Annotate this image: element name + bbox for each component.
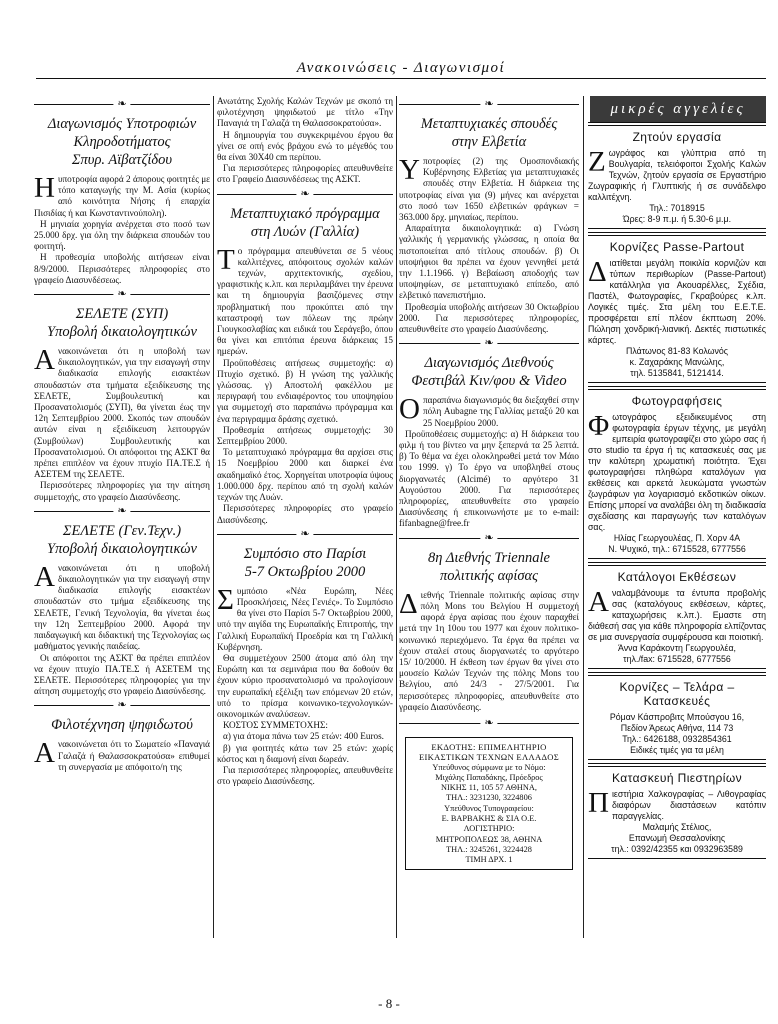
ornament-icon: ❧ [480,717,497,730]
section-title: Ανακοινώσεις - Διαγωνισμοί [296,60,506,76]
ornament-rule [399,717,579,731]
drop-cap: Α [34,737,55,770]
paragraph-text: Περισσότερες πληροφορίες για την αίτηση συμμετοχής, στο γραφείο Διασύνδεσης. [34,480,210,502]
drop-cap: Α [34,560,55,593]
classified-ad [588,763,766,859]
heading-line: Φιλοτέχνηση ψηφιδωτού [51,717,193,734]
ornament-rule [34,98,210,112]
drop-cap: Δ [399,587,418,620]
ornament-rule [34,699,210,713]
header-rule [36,78,766,79]
paragraph-text: Θα συμμετέχουν 2500 άτομα από όλη την Ευρώπη και τα σεμινάρια που θα δοθούν θα έχουν κύριο προσανατολισμό να προλογίσουν την ευρωπαϊκή εξέλιξη των επόμενων 20 ετών, υπό το πρίσμα κοινωνικο-τεχνολογικών-οικονομικών αναλύσεων. [217,652,393,719]
paragraph-text: Το μεταπτυχιακό πρόγραμμα θα αρχίσει στις 15 Νοεμβρίου 2000 και διαρκεί ένα ακαδημαϊκό έτος. Χορηγείται υποτροφία ύψους 1.000.000 δρχ. περίπου από τη σχολή καλών τεχνών της Λυών. [217,447,393,503]
paragraph-text: Προϋποθέσεις αιτήσεως συμμετοχής: α) Πτυχίο σχετικό. β) Η γνώση της γαλλικής γλώσσας. γ) Αποστολή φακέλλου με περιγραφή του ενδιαφέροντος του υποψηφίου για συμμετοχή στο παραπάνω πρόγραμμα και ένα περιγραμμα δράσης σχετικό. [217,357,393,424]
paragraph [217,765,393,787]
column-classifieds [588,96,766,938]
column-divider [213,96,214,938]
article [34,699,210,773]
paragraph-text: Ανωτάτης Σχολής Καλών Τεχνών με σκοπό τη φιλοτέχνηση ψηφιδωτού με τίτλο «Την Παναγιά τη Γαλαζά τη Θαλασσοκρατούσα». [217,96,393,129]
ornament-icon: ❧ [113,699,130,712]
classified-text-body: ωτογράφος εξειδικευμένος στη φωτογραφία έργων τέχνης, με μεγάλη εμπειρία φωτογραφίζει στο χώρο σας ή στο studio τα έργα ή τις κατασκευές σας με την καλύτερη χρωματική ποιότητα. Έχει φωτογραφήσει πληθώρα καταλόγων για εκθέσεις και αρκετά λευκώματα γνωστών ζωγράφων για λογαριασμό εκδοτικών οίκων. Επίσης μπορεί να αναλάβει όλη τη διαδικασία σχεδίασης και παραγωγής των καταλόγων σας. [588,412,766,532]
classified-contact-line: Άννα Καράκοντη Γεωργουλέα, [618,643,736,653]
classified-contact-line: τηλ.: 0392/42355 και 0932963589 [611,844,743,854]
classified-contact-line: Ώρες: 8-9 π.μ. ή 5.30-6 μ.μ. [622,214,732,224]
imprint-line: Ε. ΒΑΡΒΑΚΗΣ & ΣΙΑ Ο.Ε. [441,814,537,823]
classified-body [588,412,766,555]
classifieds-list [588,122,766,859]
paragraph-text: ο πρόγραμμα απευθύνεται σε 5 νέους καλλιτέχνες, απόφοιτους σχολών καλών τεχνών, αρχιτεκτονικής, σχεδίου, γραφιστικής κ.λπ. και περιλαμβάνει την έρευνα και τη δημιουργία βασιζόμενες στην προβληματική που προκύπτει από την καταστροφή των πόλεων της πρώην Γιουγκοσλαβίας και ειδικά του Σεράγεβο, όπου θα γίνει και επιτόπια έρευνα διάρκειας 15 ημερών. [217,245,393,357]
classified-body [588,258,766,379]
paragraph [217,583,393,653]
article-heading [34,716,210,734]
heading-line: Διαγωνισμός Διεθνούς [424,355,554,372]
paragraph-text: Προθεσμία αιτήσεως συμμετοχής: 30 Σεπτεμβρίου 2000. [217,424,393,447]
ornament-rule [217,188,393,202]
page-number: - 8 - [378,996,400,1011]
heading-line: 5-7 Οκτωβρίου 2000 [244,563,366,580]
imprint-line: ΤΗΛ.: 3245261, 3224428 [446,844,532,854]
classified-body [588,148,766,225]
paragraph [217,731,393,742]
paragraph-text: υμπόσιο «Νέα Ευρώπη, Νέες Προσκλήσεις, Νέες Γενιές». Το Συμπόσιο θα γίνει στο Παρίσι 5-7 Οκτωβρίου 2000, υπό την αιγίδα της Ευρωπαϊκής Επιτροπής, την Γαλλική Ευρωπαϊκή Προεδρία και τη Γαλλική Κυβέρνηση. [217,585,393,652]
classified-contact-line: τηλ. 5135841, 5121414. [630,368,724,378]
article-heading [399,115,579,151]
paragraph [217,653,393,720]
imprint-line: ΤΗΛ.: 3231230, 3224806 [446,793,532,803]
ornament-rule [399,532,579,546]
paragraph [217,96,393,130]
paragraph [217,243,393,358]
article-body [34,346,210,503]
drop-cap: Π [588,787,609,819]
ornament-icon: ❧ [480,337,497,350]
paragraph [34,252,210,286]
classified-contact-line: Πεδίον Άρεως Αθήνα, 114 73 [620,723,734,733]
drop-cap: Δ [588,256,607,288]
ornament-rule [217,528,393,542]
classified-text [588,258,766,346]
classified-body [588,712,766,756]
classified-contact-line: Μαλαμής Στέλιος, [642,822,712,832]
paragraph [399,587,579,713]
paragraph-text: νακοινώνεται ότι η υποβολή των δικαιολογητικών, για την εισαγωγή στην διαδικασία επιλογής εισακτέων σπουδαστών στα τμήματα εξειδίκευσης της ΣΕΛΕΤΕ, Συμβουλευτική και Προσανατολισμός (ΣΥΠ), θα γίνεται έως την 12η Σεπτεμβρίου 2000. Σκοπός των σπουδών αυτών είναι η εξειδίκευση λειτουργών (Συμβούλων) Συμβουλευτικής και Προσανατολισμού. Οι απόφοιτοι της ΑΣΚΤ θα πρέπει επιπλέον να έχουν πτυχίο ΠΑ.ΤΕ.Σ ή ΑΣΕΤΕΜ της ΣΕΛΕΤΕ. [34,346,210,480]
paragraph-text: ιεθνής Triennale πολιτικής αφίσας στην πόλη Mons του Βελγίου Η συμμετοχή αφορά έργα αφίσας που έχουν παραχθεί μετά την 1η 10ου του 1977 και έχουν πολιτικο-κοινωνικό περιεχόμενο. Τα έργα θα πρέπει να έχουν σταλεί στους διοργανωτές το αργότερο 15/ 10/2000. Η έκθεση των έργων θα γίνει στο μουσείο Καλών Τεχνών της πόλης Mons του Βελγίου, από 24/3 - 27/5/2001. Για περισσότερες πληροφορίες, απευθυνθείτε στο γραφείο Διασύνδεσης. [399,589,579,712]
ornament-icon: ❧ [480,98,497,111]
classified-text [588,412,766,533]
paragraph [399,302,579,336]
classified-contact-line: Πλάτωνος 81-83 Κολωνός [626,346,728,356]
heading-line: ΣΕΛΕΤΕ (ΣΥΠ) [75,306,169,323]
ornament-icon: ❧ [480,532,497,545]
heading-line: Μεταπτυχιακές σπουδές [420,116,558,132]
paragraph [34,174,210,219]
classified-contact-line: κ. Ζαχαράκης Μανώλης, [629,357,725,367]
paragraph-text: Περισσότερες πληροφορίες στο γραφείο Διασύνδεσης. [217,503,393,525]
column-divider [583,96,584,938]
classified-contact-line: Ν. Ψυχικό, τηλ.: 6715528, 6777556 [608,544,746,554]
paragraph [399,395,579,429]
heading-line: Κληροδοτήματος [73,134,171,150]
classified-ad [588,232,766,383]
paragraph-text: Για περισσότερες πληροφορίες απευθυνθείτε στο Γραφείο Διασυνδέσεως της ΑΣΚΤ. [217,163,393,185]
classified-contact-line: Επανωμή Θεσσαλονίκης [628,833,726,843]
paragraph-text: Προθεσμία υποβολής αιτήσεων 30 Οκτωβρίου 2000. Για περισσότερες πληροφορίες, απευθυνθείτε στο γραφείο Διασύνδεσης. [399,301,579,335]
paragraph-text: ποτροφίες (2) της Ομοσπονδιακής Κυβέρνησης Ελβετίας για μεταπτυχιακές σπουδές στην Ελβετία. Η διάρκεια της υποτροφίας είναι για (9) μήνες και ανέρχεται στο ποσό των 1650 ελβετικών φράγκων = 363.000 δρχ. μηνιαίως, περίπου. [399,156,579,223]
heading-line: Διαγωνισμός Υποτροφιών [47,116,197,132]
classified-contact-line: Ηλίας Γεωργουλέας, Π. Χορν 4Α [613,533,741,543]
classified-contact-line: Ειδικές τιμές για τα μέλη [630,745,724,755]
ornament-rule [399,337,579,351]
ornament-rule [399,98,579,112]
article-body [34,174,210,286]
article [34,288,210,503]
column-divider [396,96,397,938]
article-body [34,739,210,773]
imprint-line: ΝΙΚΗΣ 11, 105 57 ΑΘΗΝΑ, [441,783,537,793]
column-1 [34,96,210,938]
paragraph-text: ΚΟΣΤΟΣ ΣΥΜΜΕΤΟΧΗΣ: [223,720,328,731]
article-heading [217,205,393,241]
ornament-icon: ❧ [296,528,313,541]
classified-text [588,588,766,643]
heading-line: Συμπόσιο στο Παρίσι [243,545,367,562]
imprint-line: ΕΙΚΑΣΤΙΚΩΝ ΤΕΧΝΩΝ ΕΛΛΑΔΟΣ [418,752,560,763]
article-heading [399,354,579,390]
article-body [399,156,579,335]
paragraph-text: Απαραίτητα δικαιολογητικά: α) Γνώση γαλλικής ή γερμανικής γλώσσας, η οποία θα πιστοποιείται από τίτλους σπουδών. β) Οι υποψήφιοι θα πρέπει να έχουν γεννηθεί μετά την 1.1.1966. γ) Βεβαίωση αποδοχής των υποψηφίων, σε μεταπτυχιακό επίπεδο, από ελβετικό πανεπιστήμιο. [399,223,579,301]
paragraph [217,503,393,525]
paragraph-text: Η μηνιαία χορηγία ανέρχεται στο ποσό των 25.000 δρχ. για όλη την διάρκεια σπουδών του φοιτητή. [34,218,210,252]
article-body [217,96,393,186]
paragraph [399,223,579,301]
paragraph [217,130,393,164]
heading-line: στη Λυών (Γαλλία) [250,223,360,240]
classified-text-body: ναλαμβάνουμε τα έντυπα προβολής σας (καταλόγους εκθέσεων, κάρτες, καταχωρήσεις κ.λπ.). Εμαστε στη διάθεσή σας για κάθε πληροφορία ελπίζοντας σε μια συνεργασία συμφέρουσα και ποιοτική. [588,588,766,642]
classified-heading: Ζητούν εργασία [632,130,722,144]
heading-line: Φεστιβάλ Κιν/φου & Video [411,373,567,390]
classified-text [588,789,766,822]
article-heading [34,305,210,341]
article-body [399,587,579,713]
paragraph-text: νακοινώνεται ότι η υποβολή δικαιολογητικών για την εισαγωγή στην διαδικασία επιλογής εισακτέων σπουδαστών στο τμήμα εξειδίκευσης της ΣΕΛΕΤΕ, Γενική Τεχνολογία, θα γίνεται έως την 12η Σεπτεμβρίου 2000. Αφορά την παιδαγωγική και διδακτική της Τεχνολογίας ως μαθήματος γενικής παιδείας. [34,562,210,652]
article [217,188,393,526]
column-2 [217,96,393,938]
paragraph [34,480,210,502]
heading-line: Υποβολή δικαιολογητικών [47,540,197,557]
classifieds-title: μικρές αγγελίες [590,96,766,122]
article [399,337,579,529]
paragraph-text: Η προθεσμία υποβολής αιτήσεων είναι 8/9/2000. Περισσότερες πληροφορίες στο γραφείο Διασυνδέσεως. [34,252,210,285]
imprint-line: Υπεύθυνος σύμφωνα με το Νόμο: [432,762,546,772]
paragraph [399,156,579,223]
imprint-line: ΜΗΤΡΟΠΟΛΕΩΣ 38, ΑΘΗΝΑ [435,834,543,844]
imprint-line: ΕΚΔΟΤΗΣ: ΕΠΙΜΕΛΗΤΗΡΙΟ [431,741,547,752]
paragraph [217,447,393,503]
column-3 [399,96,579,938]
paragraph-text: παραπάνω διαγωνισμός θα διεξαχθεί στην πόλη Aubagne της Γαλλίας μεταξύ 20 και 25 Νοεμβρίου 2000. [422,395,579,428]
article [34,98,210,286]
classified-text-body: ιατίθεται μεγάλη ποικιλία κορνιζών και τύπων περιθωρίων (Passe-Partout) κατάλληλα για Ακουαρέλλες, Σχέδια, Παστέλ, Φωτογραφίες, Γκραβούρες κ.λπ. Λογικές τιμές. Στα μέλη του Ε.Ε.Τ.Ε. προσφέρεται επί πλέον έκπτωση 20%. Πώληση χονδρική-λιανική. Δεκτές πιστωτικές κάρτες. [588,258,766,345]
classified-body [588,789,766,855]
drop-cap: Υ [399,154,420,186]
classified-contact-line: τηλ./fax: 6715528, 6777556 [623,654,731,664]
classified-text-body: ιεστήρια Χαλκογραφίας – Λιθογραφίας διαφόρων διαστάσεων κατόπιν παραγγελίας. [611,789,766,821]
ornament-icon: ❧ [113,98,130,111]
classified-contact-line: Ρόμαν Κάσπροβιτς Μπούσγου 16, [609,712,745,722]
classified-contact-line: Τηλ.: 7018915 [649,203,705,213]
paragraph [34,739,210,773]
drop-cap: Τ [217,243,235,276]
article-body [399,395,579,529]
article [399,98,579,335]
paragraph [217,743,393,765]
paragraph-text: Για περισσότερες πληροφορίες, απευθυνθείτε στο γραφείο Διασύνδεσης. [217,764,393,787]
article-body [217,583,393,788]
paragraph [217,358,393,425]
drop-cap: Α [588,586,609,618]
classified-heading: Κατασκευή Πιεστηρίων [612,771,742,785]
ornament-icon: ❧ [296,188,313,201]
paragraph [217,720,393,731]
classified-ad [588,672,766,760]
classified-ad [588,562,766,669]
article-heading [34,522,210,558]
article [217,528,393,788]
imprint-line: Υπεύθυνος Τυπογραφείου: [444,803,534,813]
article [217,96,393,186]
classified-contact-line: Τηλ.: 6426188, 0932854361 [622,734,732,744]
ornament-icon: ❧ [113,505,130,518]
heading-line: Μεταπτυχιακό πρόγραμμα [230,205,380,222]
article [399,532,579,713]
classified-body [588,588,766,665]
article-body [217,243,393,526]
ornament-rule [34,288,210,302]
imprint-line: Μιχάλης Παπαδάκης, Πρόεδρος [435,772,543,782]
drop-cap: Σ [217,583,234,616]
ornament-rule [34,505,210,519]
classified-ad [588,122,766,229]
paragraph-text: Προϋποθέσεις συμμετοχής: α) Η διάρκεια του φιλμ ή του βίντεο να μην ξεπερνά τα 25 λεπτά. β) Το θέμα να έχει ολοκληρωθεί μετά τον Μάιο του 1999. γ) Το έργο να υποβληθεί στους διοργανωτές (Alcimé) το αργότερο 31 Αυγούστου 2000. Για περισσότερες πληροφορίες, απευθυνθείτε στο γραφείο Διασύνδεσης ή επικοινωνήστε με το e-mail: fifanbagne@free.fr [399,428,579,529]
heading-line: ΣΕΛΕΤΕ (Γεν.Τεχν.) [62,522,182,539]
heading-line: Υποβολή δικαιολογητικών [47,324,197,341]
paragraph-text: Οι απόφοιτοι της ΑΣΚΤ θα πρέπει επιπλέον να έχουν πτυχίο ΠΑ.ΤΕ.Σ ή ΑΣΕΤΕΜ της ΣΕΛΕΤΕ. Περισσότερες πληροφορίες για την αίτηση συμμετοχής στο γραφείο Διασύνδεσης. [34,652,210,697]
drop-cap: Α [34,344,55,377]
imprint-line: ΛΟΓΙΣΤΗΡΙΟ: [463,824,515,834]
classified-text-body: ωγράφος και γλύπτρια από τη Βουλγαρία, τελειόφοιτοι Σχολής Καλών Τεχνών, ζητούν εργασία σε Εργαστήριο Ζωγραφικής ή Γλυπτικής ή σε συνάδελφο καλλιτέχνη. [588,148,766,202]
paragraph-text: Η δημιουργία του συγκεκριμένου έργου θα γίνει σε οπή ενός βράχου ενώ το μέγεθός του θα είναι 30Χ40 cm περίπου. [217,129,393,163]
classified-ad [588,386,766,559]
article [34,505,210,697]
heading-line: στην Ελβετία [451,134,527,150]
paragraph-text: υποτροφία αφορά 2 άπορους φοιτητές με τόπο καταγωγής την Μ. Ασία (κυρίως από κοινότητα Νήσης ή επαρχία Πισιδίας ή και Κωνσταντινούπολη). [34,174,210,218]
paragraph [34,560,210,653]
imprint-line: ΤΙΜΗ ΔΡΧ. 1 [465,855,513,865]
classified-heading: Κατάλογοι Εκθέσεων [617,570,737,584]
article-heading [34,115,210,169]
paragraph [34,653,210,698]
article-body [34,560,210,697]
classified-heading: Φωτογραφήσεις [631,394,723,408]
article-heading [399,549,579,585]
drop-cap: Φ [588,410,610,442]
ornament-icon: ❧ [113,288,130,301]
article-heading [217,545,393,581]
imprint-box [405,737,573,871]
classified-heading: Κορνίζες – Τελάρα – Κατασκευές [619,680,735,708]
classified-text [588,148,766,203]
paragraph-text: α) για άτομα πάνω των 25 ετών: 400 Euros. [223,731,384,742]
heading-line: 8η Διεθνής Triennale [428,549,550,566]
paragraph [217,163,393,185]
drop-cap: Ζ [588,146,606,178]
paragraph [34,346,210,480]
running-header [36,58,766,80]
drop-cap: Η [34,172,55,204]
paragraph-text: νακοινώνεται ότι το Σωματείο «Παναγιά Γαλαζά ή Θαλασσοκρατούσα» επιθυμεί τη συνεργασία με απόφοιτο/η της [57,739,210,772]
drop-cap: Ο [399,393,420,426]
heading-line: πολιτικής αφίσας [439,567,538,584]
paragraph [399,429,579,530]
paragraph [34,219,210,253]
classified-heading: Κορνίζες Passe-Partout [609,240,745,254]
heading-line: Σπυρ. Αϊβατζίδου [71,152,173,168]
paragraph [217,425,393,447]
paragraph-text: β) για φοιτητές κάτω των 25 ετών: χωρίς κόστος και η διαμονή είναι δωρεάν. [217,742,393,764]
